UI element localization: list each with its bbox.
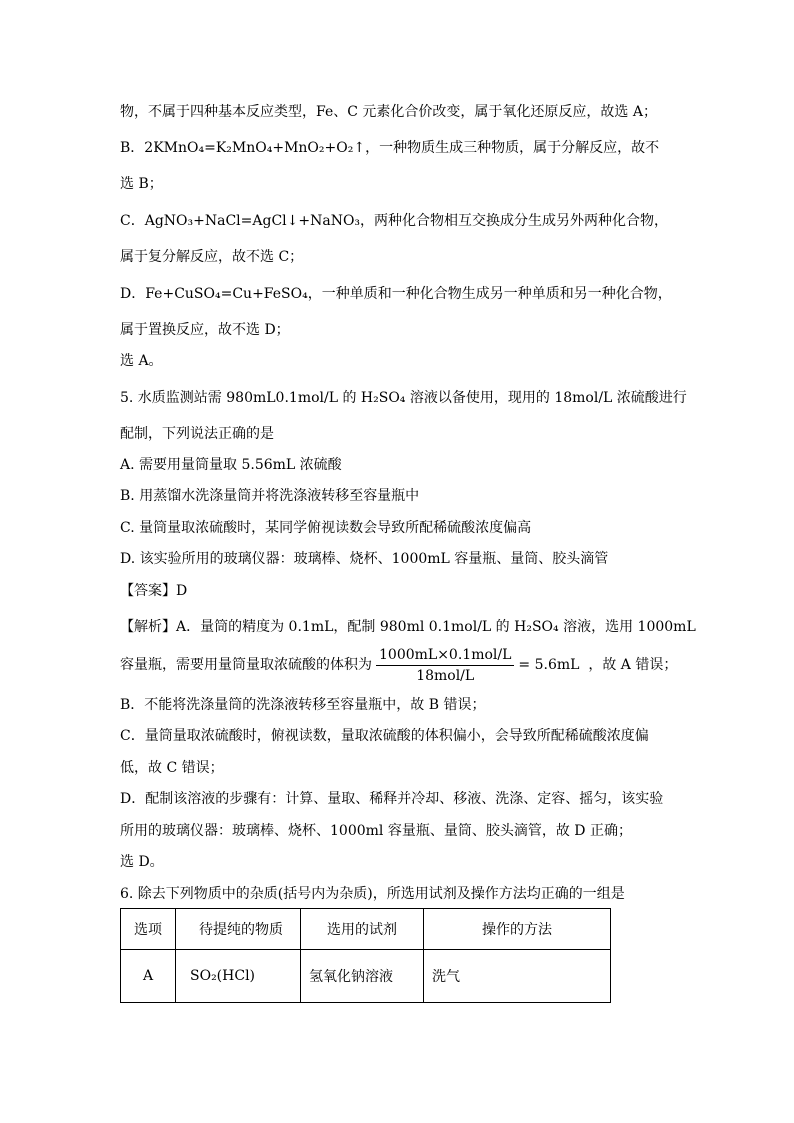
choice-line: 选 A。 (120, 353, 163, 369)
analysis-a-formula-line (120, 645, 677, 685)
explanation-text: ，两种化合物相互交换成分生成另外两种化合物， (360, 213, 669, 229)
formula-h2so4: H₂SO₄ (514, 619, 559, 635)
stem-text: 溶液以备使用，现用的 18mol/L 浓硫酸进行 (405, 390, 687, 406)
question-5-stem (120, 389, 687, 407)
chemical-equation: 2KMnO₄=K₂MnO₄+MnO₂+O₂↑ (144, 140, 366, 156)
text-line: 属于置换反应，故不选 D； (120, 322, 290, 338)
text-line: 物，不属于四种基本反应类型，Fe、C 元素化合价改变，属于氧化还原反应，故选 A； (120, 104, 657, 120)
text-line: 属于复分解反应，故不选 C； (120, 249, 304, 265)
table-header: 选项 (121, 909, 176, 950)
analysis-text: 溶液，选用 1000mL (558, 619, 696, 635)
table-cell: 洗气 (424, 950, 611, 1003)
purification-table (120, 908, 611, 1003)
question-5-stem-cont: 配制，下列说法正确的是 (120, 426, 274, 442)
question-5-option-b: B. 用蒸馏水洗涤量筒并将洗涤液转移至容量瓶中 (120, 488, 420, 504)
table-row (121, 950, 611, 1003)
fraction-numerator: 1000mL×0.1mol/L (376, 647, 514, 666)
option-b-explanation (120, 139, 659, 157)
answer-label: 【答案】D (120, 583, 188, 599)
analysis-d: D．配制该溶液的步骤有：计算、量取、稀释并冷却、移液、洗涤、定容、摇匀，该实验 (120, 791, 664, 807)
analysis-a (120, 618, 696, 636)
analysis-text: 【解析】A．量筒的精度为 0.1mL，配制 980ml 0.1mol/L 的 (120, 619, 515, 635)
analysis-c: C．量筒量取浓硫酸时，俯视读数，量取浓硫酸的体积偏小，会导致所配稀硫酸浓度偏 (120, 728, 649, 744)
fraction-denominator: 18mol/L (416, 667, 475, 684)
chemical-equation: Fe+CuSO₄=Cu+FeSO₄ (145, 286, 308, 302)
table-header: 选用的试剂 (301, 909, 424, 950)
table-header-row (121, 909, 611, 950)
volume-fraction (376, 647, 514, 684)
question-5-option-c: C. 量筒量取浓硫酸时，某同学俯视读数会导致所配稀硫酸浓度偏高 (120, 520, 532, 536)
table-cell: SO₂(HCl) (176, 950, 301, 1003)
stem-text: 5. 水质监测站需 980mL0.1mol/L 的 (120, 390, 361, 406)
table-header: 操作的方法 (424, 909, 611, 950)
explanation-text: ，一种单质和一种化合物生成另一种单质和另一种化合物， (307, 286, 672, 302)
text-line: 选 B； (120, 176, 163, 192)
explanation-text: ，一种物质生成三种物质，属于分解反应，故不 (365, 140, 660, 156)
table-cell: A (121, 950, 176, 1003)
analysis-b: B．不能将洗涤量筒的洗涤液转移至容量瓶中，故 B 错误； (120, 697, 486, 713)
formula-h2so4: H₂SO₄ (360, 390, 406, 406)
option-c-explanation (120, 212, 668, 230)
option-d-explanation (120, 285, 672, 303)
analysis-c-cont: 低，故 C 错误； (120, 760, 224, 776)
chemical-equation: AgNO₃+NaCl=AgCl↓+NaNO₃ (144, 213, 361, 229)
option-prefix: D． (120, 286, 146, 302)
choice-line: 选 D。 (120, 854, 164, 870)
option-prefix: B． (120, 140, 145, 156)
table-cell: 氢氧化钠溶液 (301, 950, 424, 1003)
option-prefix: C． (120, 213, 145, 229)
fraction-result: = 5.6mL (518, 657, 580, 673)
table-header: 待提纯的物质 (176, 909, 301, 950)
question-6-stem: 6. 除去下列物质中的杂质(括号内为杂质)，所选用试剂及操作方法均正确的一组是 (120, 886, 625, 902)
analysis-d-cont: 所用的玻璃仪器：玻璃棒、烧杯、1000ml 容量瓶、量筒、胶头滴管，故 D 正确； (120, 823, 632, 839)
question-5-option-a: A. 需要用量筒量取 5.56mL 浓硫酸 (120, 457, 342, 473)
question-5-option-d: D. 该实验所用的玻璃仪器：玻璃棒、烧杯、1000mL 容量瓶、量筒、胶头滴管 (120, 551, 609, 567)
analysis-text: ，故 A 错误； (588, 657, 678, 673)
analysis-text: 容量瓶，需要用量筒量取浓硫酸的体积为 (120, 657, 372, 673)
